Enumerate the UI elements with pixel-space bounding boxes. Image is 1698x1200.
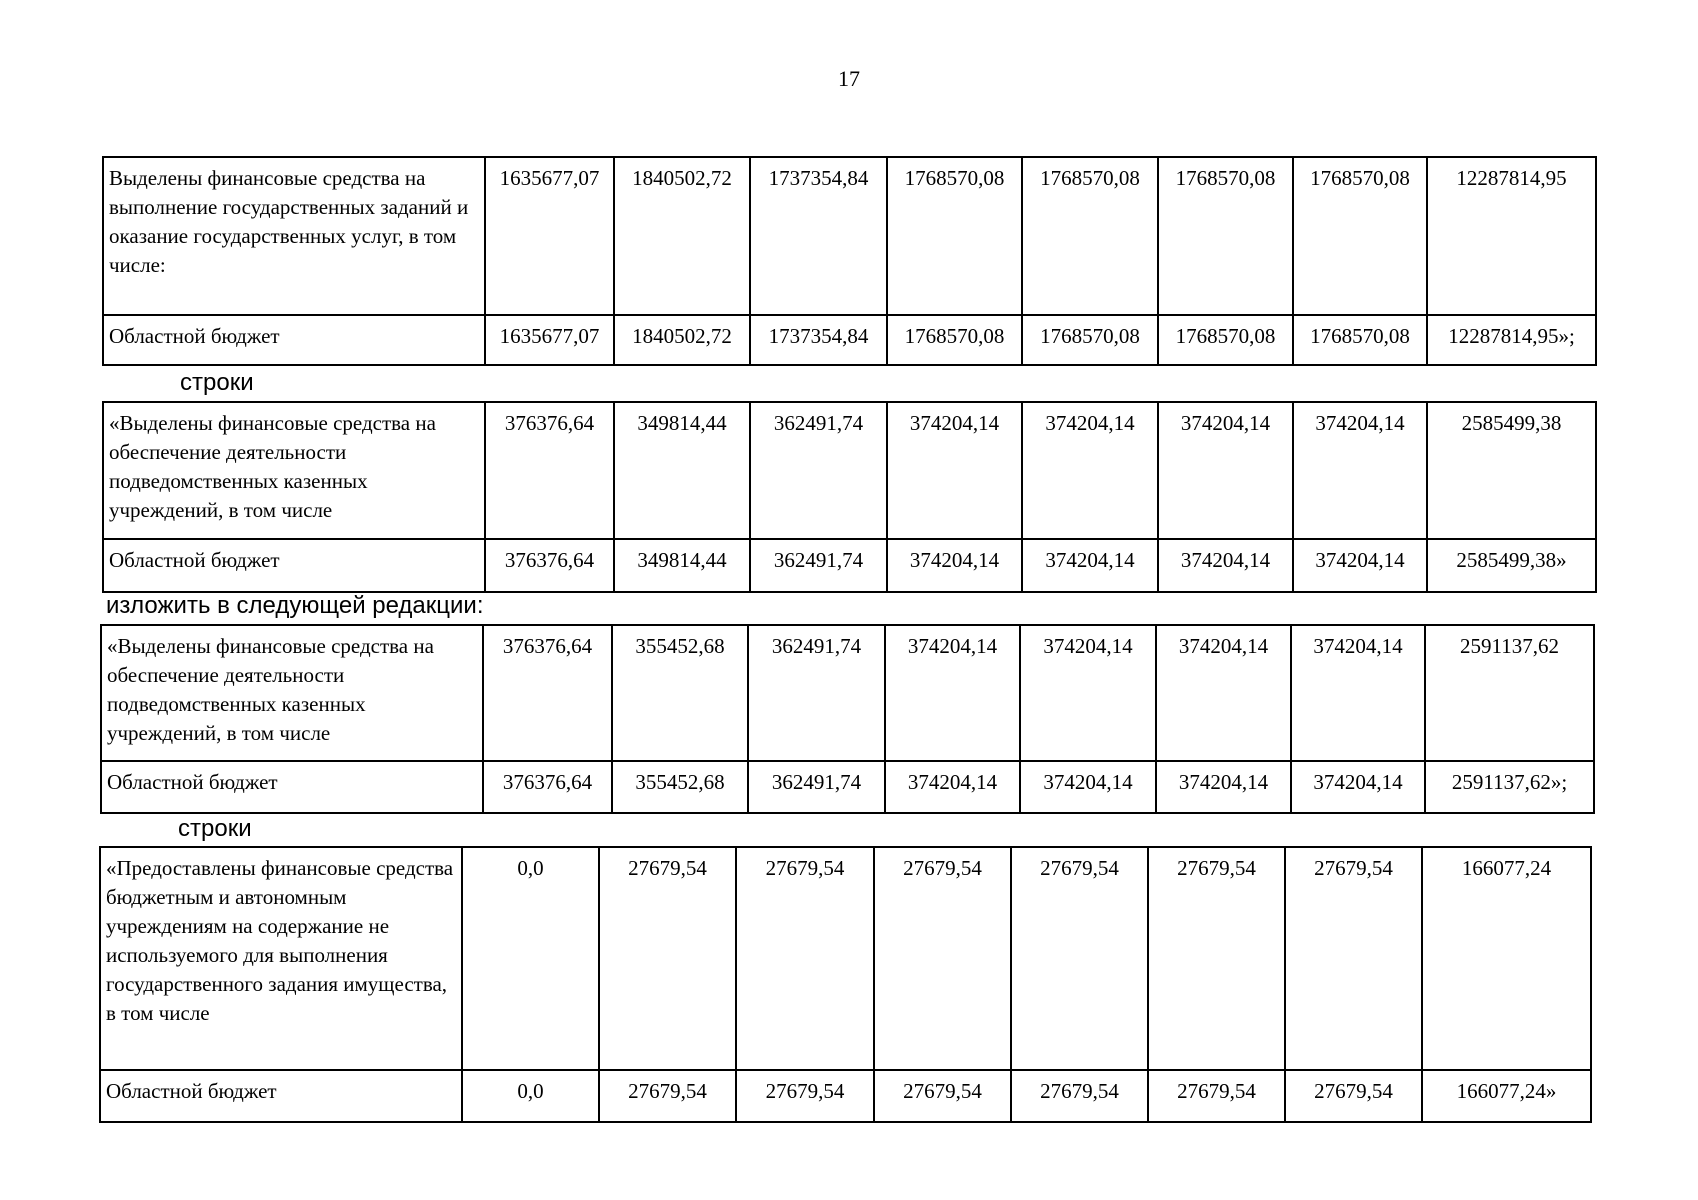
value-cell: 374204,14 — [1293, 539, 1427, 592]
table-row — [103, 315, 1596, 365]
total-cell: 166077,24 — [1422, 847, 1591, 1070]
budget-table-1 — [102, 156, 1597, 366]
value-cell: 376376,64 — [483, 625, 612, 761]
value-cell: 362491,74 — [748, 761, 885, 813]
value-cell: 27679,54 — [1011, 1070, 1148, 1122]
value-cell: 376376,64 — [483, 761, 612, 813]
value-cell: 1737354,84 — [750, 315, 887, 365]
value-cell: 27679,54 — [874, 1070, 1011, 1122]
value-cell: 1737354,84 — [750, 157, 887, 315]
value-cell: 0,0 — [462, 847, 599, 1070]
total-cell: 12287814,95»; — [1427, 315, 1596, 365]
value-cell: 27679,54 — [599, 1070, 736, 1122]
row-label: «Предоставлены финансовые средства бюджетным и автономным учреждениям на содержание не используемого для выполнения государственного задания имущества, в том числе — [100, 847, 462, 1070]
table-row — [103, 402, 1596, 539]
value-cell: 27679,54 — [1148, 1070, 1285, 1122]
value-cell: 349814,44 — [614, 539, 750, 592]
table-row — [100, 1070, 1591, 1122]
table-row — [101, 761, 1594, 813]
value-cell: 374204,14 — [887, 539, 1022, 592]
value-cell: 374204,14 — [885, 761, 1020, 813]
value-cell: 374204,14 — [1293, 402, 1427, 539]
value-cell: 1840502,72 — [614, 315, 750, 365]
budget-table-4 — [99, 846, 1592, 1123]
row-label: Областной бюджет — [101, 761, 483, 813]
value-cell: 27679,54 — [1285, 1070, 1422, 1122]
budget-table-2 — [102, 401, 1597, 593]
total-cell: 12287814,95 — [1427, 157, 1596, 315]
total-cell: 2585499,38 — [1427, 402, 1596, 539]
value-cell: 376376,64 — [485, 402, 614, 539]
value-cell: 374204,14 — [1156, 761, 1291, 813]
value-cell: 1840502,72 — [614, 157, 750, 315]
total-cell: 166077,24» — [1422, 1070, 1591, 1122]
value-cell: 27679,54 — [736, 1070, 874, 1122]
table-row — [103, 157, 1596, 315]
value-cell: 27679,54 — [736, 847, 874, 1070]
value-cell: 374204,14 — [1020, 625, 1156, 761]
value-cell: 374204,14 — [1291, 625, 1425, 761]
value-cell: 374204,14 — [1156, 625, 1291, 761]
row-label: Выделены финансовые средства на выполнение государственных заданий и оказание государственных услуг, в том числе: — [103, 157, 485, 315]
value-cell: 27679,54 — [1285, 847, 1422, 1070]
value-cell: 1635677,07 — [485, 315, 614, 365]
value-cell: 27679,54 — [1148, 847, 1285, 1070]
value-cell: 362491,74 — [750, 539, 887, 592]
value-cell: 374204,14 — [1158, 402, 1293, 539]
table-row — [103, 539, 1596, 592]
value-cell: 374204,14 — [1291, 761, 1425, 813]
value-cell: 374204,14 — [1022, 402, 1158, 539]
row-label: «Выделены финансовые средства на обеспечение деятельности подведомственных казенных учреждений, в том числе — [103, 402, 485, 539]
value-cell: 362491,74 — [748, 625, 885, 761]
value-cell: 376376,64 — [485, 539, 614, 592]
total-cell: 2585499,38» — [1427, 539, 1596, 592]
value-cell: 355452,68 — [612, 761, 748, 813]
value-cell: 374204,14 — [885, 625, 1020, 761]
row-label: Областной бюджет — [100, 1070, 462, 1122]
caption-lines: строки — [180, 369, 254, 396]
value-cell: 1768570,08 — [1022, 157, 1158, 315]
value-cell: 355452,68 — [612, 625, 748, 761]
value-cell: 27679,54 — [1011, 847, 1148, 1070]
value-cell: 0,0 — [462, 1070, 599, 1122]
value-cell: 1768570,08 — [1293, 315, 1427, 365]
value-cell: 1768570,08 — [887, 157, 1022, 315]
row-label: Областной бюджет — [103, 539, 485, 592]
caption-lines: строки — [178, 815, 252, 842]
value-cell: 1768570,08 — [1022, 315, 1158, 365]
page-number: 17 — [838, 66, 860, 91]
total-cell: 2591137,62 — [1425, 625, 1594, 761]
total-cell: 2591137,62»; — [1425, 761, 1594, 813]
value-cell: 374204,14 — [1020, 761, 1156, 813]
value-cell: 1768570,08 — [1158, 157, 1293, 315]
value-cell: 27679,54 — [874, 847, 1011, 1070]
value-cell: 1768570,08 — [1293, 157, 1427, 315]
caption-new-wording: изложить в следующей редакции: — [106, 592, 484, 619]
value-cell: 27679,54 — [599, 847, 736, 1070]
row-label: «Выделены финансовые средства на обеспечение деятельности подведомственных казенных учреждений, в том числе — [101, 625, 483, 761]
budget-table-3 — [100, 624, 1595, 814]
value-cell: 1635677,07 — [485, 157, 614, 315]
table-row — [101, 625, 1594, 761]
value-cell: 374204,14 — [1022, 539, 1158, 592]
row-label: Областной бюджет — [103, 315, 485, 365]
value-cell: 374204,14 — [887, 402, 1022, 539]
table-row — [100, 847, 1591, 1070]
value-cell: 349814,44 — [614, 402, 750, 539]
value-cell: 374204,14 — [1158, 539, 1293, 592]
value-cell: 1768570,08 — [887, 315, 1022, 365]
value-cell: 1768570,08 — [1158, 315, 1293, 365]
value-cell: 362491,74 — [750, 402, 887, 539]
